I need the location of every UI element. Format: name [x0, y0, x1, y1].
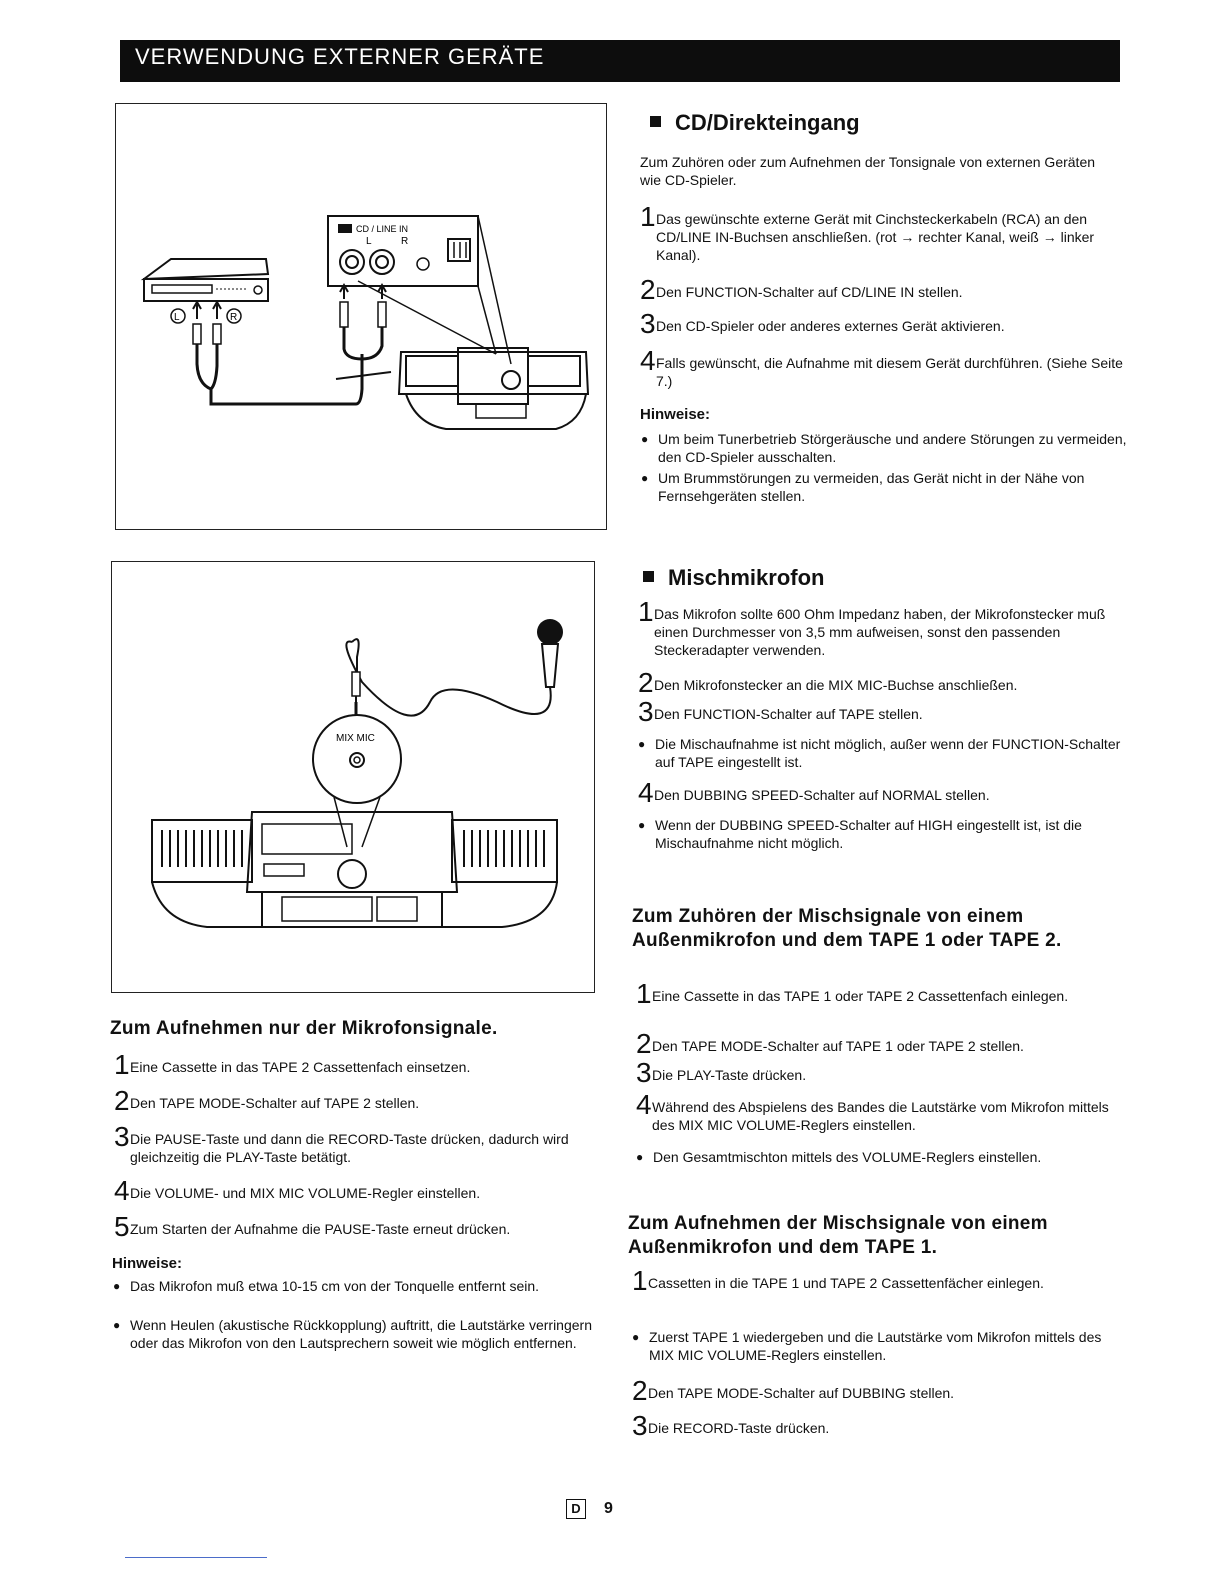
listen-step-1: 1 Eine Cassette in das TAPE 1 oder TAPE 2 Cassettenfach einlegen. — [636, 978, 1069, 1009]
boombox-illustration-large — [152, 812, 557, 927]
cd-intro: Zum Zuhören oder zum Aufnehmen der Tonsignale von externen Geräten wie CD-Spieler. — [640, 154, 1096, 188]
cd-connection-diagram — [116, 104, 606, 529]
square-bullet-icon — [643, 571, 654, 582]
record-ext-step-2: 2 Den TAPE MODE-Schalter auf DUBBING stellen. — [632, 1375, 955, 1406]
microphone-illustration — [346, 619, 563, 716]
mic-bullet-1: ● Die Mischaufnahme ist nicht möglich, außer wenn der FUNCTION-Schalter auf TAPE eingestellt ist. — [638, 735, 1131, 771]
page-footer — [566, 1499, 613, 1519]
listen-step-3: 3 Die PLAY-Taste drücken. — [636, 1057, 807, 1088]
mic-step-2: 2 Den Mikrofonstecker an die MIX MIC-Buchse anschließen. — [638, 667, 1018, 698]
cd-step-3: 3 Den CD-Spieler oder anderes externes Gerät aktivieren. — [640, 308, 1005, 339]
player-l-mark: L — [174, 312, 180, 323]
record-mic-section-title: Zum Aufnehmen nur der Mikrofonsignale. — [110, 1018, 498, 1039]
record-ext-section-title: Zum Aufnehmen der Mischsignale von einem Außenmikrofon und dem TAPE 1. — [628, 1213, 1048, 1258]
jack-l-label: L — [366, 236, 372, 247]
cd-step-2: 2 Den FUNCTION-Schalter auf CD/LINE IN stellen. — [640, 274, 963, 305]
listen-bullet: ● Den Gesamtmischton mittels des VOLUME-Reglers einstellen. — [636, 1148, 1129, 1166]
mix-mic-label: MIX MIC — [336, 733, 375, 744]
cd-step-1: 1 Das gewünschte externe Gerät mit Cinchsteckerkabeln (RCA) an den CD/LINE IN-Buchsen anschließen. (rot → rechter Kanal, weiß → linker Kanal). — [640, 201, 1095, 263]
record-mic-step-4: 4 Die VOLUME- und MIX MIC VOLUME-Regler einstellen. — [114, 1175, 481, 1206]
jack-panel — [328, 216, 478, 286]
record-mic-notes-title: Hinweise: — [112, 1255, 183, 1272]
mic-step-4: 4 Den DUBBING SPEED-Schalter auf NORMAL stellen. — [638, 777, 990, 808]
mic-connection-diagram — [112, 562, 594, 992]
cd-step-4: 4 Falls gewünscht, die Aufnahme mit diesem Gerät durchführen. (Siehe Seite 7.) — [640, 345, 1123, 389]
figure-mic-connection — [111, 561, 595, 993]
record-ext-step-3: 3 Die RECORD-Taste drücken. — [632, 1410, 830, 1441]
listen-step-4: 4 Während des Abspielens des Bandes die Lautstärke vom Mikrofon mittels des MIX MIC VOLUME-Reglers einstellen. — [636, 1089, 1109, 1133]
language-badge: D — [566, 1499, 586, 1519]
boombox-illustration-small — [399, 348, 588, 429]
mic-step-3: 3 Den FUNCTION-Schalter auf TAPE stellen. — [638, 696, 923, 727]
cd-note-1: ● Um beim Tunerbetrieb Störgeräusche und andere Störungen zu vermeiden, den CD-Spieler ausschalten. — [641, 430, 1135, 466]
record-mic-step-1: 1 Eine Cassette in das TAPE 2 Cassettenfach einsetzen. — [114, 1049, 471, 1080]
bottom-divider — [125, 1557, 267, 1558]
jack-label: CD / LINE IN — [356, 224, 409, 234]
cd-player-illustration — [144, 259, 268, 301]
figure-cd-connection — [115, 103, 607, 530]
record-mic-step-2: 2 Den TAPE MODE-Schalter auf TAPE 2 stellen. — [114, 1085, 420, 1116]
mic-section-title: Mischmikrofon — [643, 565, 824, 591]
record-mic-step-5: 5 Zum Starten der Aufnahme die PAUSE-Taste erneut drücken. — [114, 1211, 511, 1242]
jack-r-label: R — [401, 236, 409, 247]
record-mic-note-1: ● Das Mikrofon muß etwa 10-15 cm von der Tonquelle entfernt sein. — [113, 1277, 608, 1295]
listen-section-title: Zum Zuhören der Mischsignale von einem Außenmikrofon und dem TAPE 1 oder TAPE 2. — [632, 906, 1062, 951]
mic-bullet-2: ● Wenn der DUBBING SPEED-Schalter auf HIGH eingestellt ist, ist die Mischaufnahme nicht möglich. — [638, 816, 1131, 852]
player-r-mark: R — [230, 312, 238, 323]
cd-section-title: CD/Direkteingang — [650, 110, 860, 136]
cd-note-2: ● Um Brummstörungen zu vermeiden, das Gerät nicht in der Nähe von Fernsehgeräten stellen. — [641, 469, 1135, 505]
listen-step-2: 2 Den TAPE MODE-Schalter auf TAPE 1 oder TAPE 2 stellen. — [636, 1028, 1024, 1059]
page-number: 9 — [604, 1500, 613, 1517]
square-bullet-icon — [650, 116, 661, 127]
record-ext-bullet: ● Zuerst TAPE 1 wiedergeben und die Lautstärke vom Mikrofon mittels des MIX MIC VOLUME-Reglers einstellen. — [632, 1328, 1125, 1364]
cd-notes-title: Hinweise: — [640, 406, 711, 423]
record-mic-step-3: 3 Die PAUSE-Taste und dann die RECORD-Taste drücken, dadurch wird gleichzeitig die PLAY-Taste betätigt. — [114, 1121, 569, 1165]
record-ext-step-1: 1 Cassetten in die TAPE 1 und TAPE 2 Cassettenfächer einlegen. — [632, 1265, 1044, 1296]
page-title: VERWENDUNG EXTERNER GERÄTE — [135, 44, 545, 69]
record-mic-note-2: ● Wenn Heulen (akustische Rückkopplung) auftritt, die Lautstärke verringern oder das Mikrofon von den Lautsprechern soweit wie möglich entfernen. — [113, 1316, 608, 1352]
mic-step-1: 1 Das Mikrofon sollte 600 Ohm Impedanz haben, der Mikrofonstecker muß einen Durchmesser von 3,5 mm aufweisen, sonst den passenden Steckeradapter verwenden. — [638, 596, 1106, 658]
header-banner — [120, 40, 1120, 82]
